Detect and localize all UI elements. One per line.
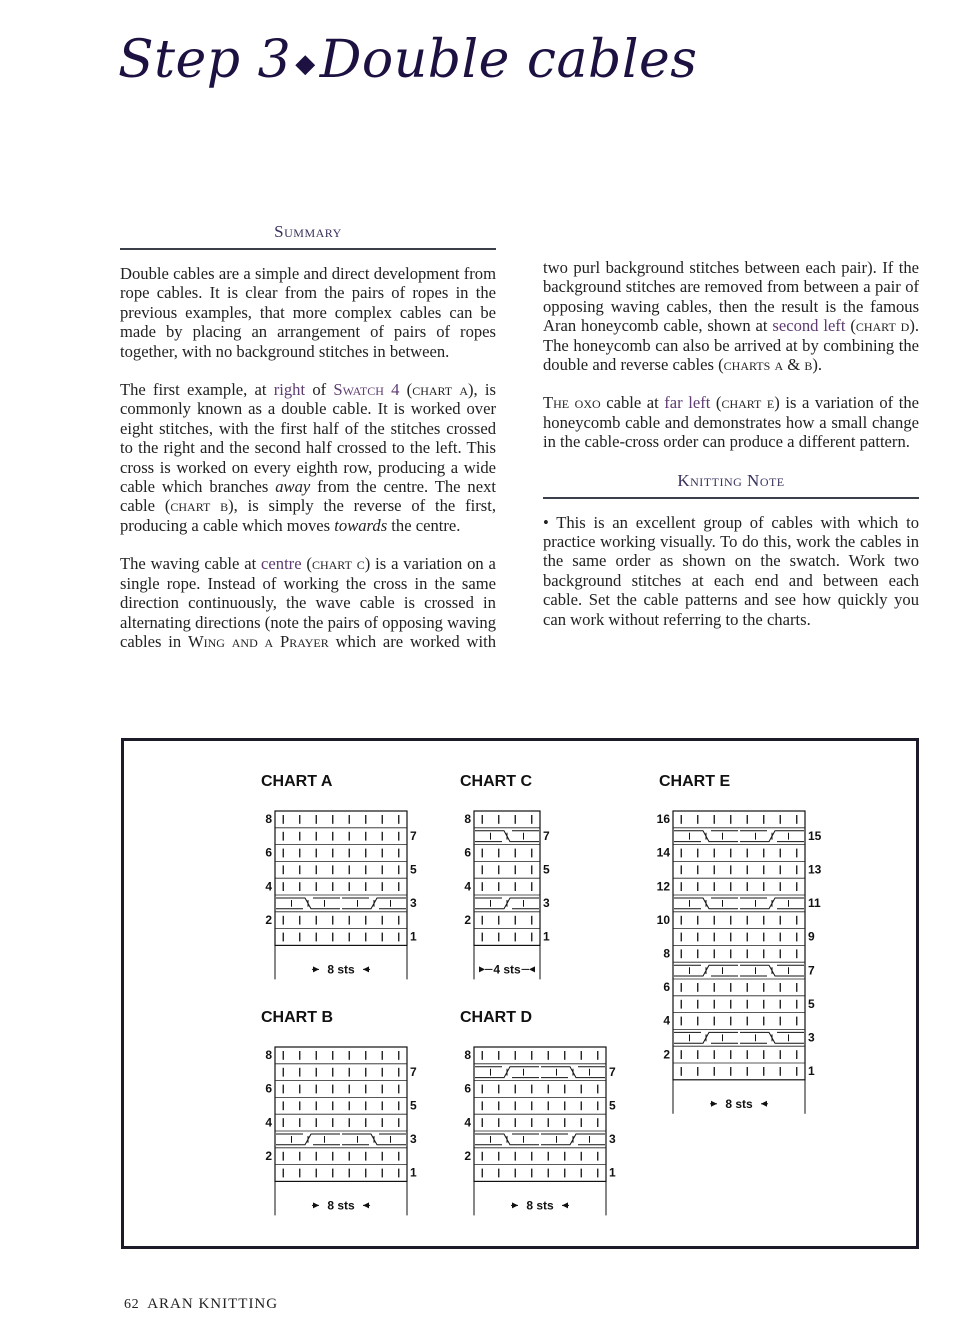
row-number-right: 1 [410, 1165, 417, 1180]
text-run: opposing [543, 296, 604, 316]
chart-e-grid [656, 803, 829, 1133]
row-number-left: 8 [663, 946, 670, 961]
text-run [273, 632, 280, 651]
text-run: in [168, 631, 182, 651]
text-run: second [772, 316, 819, 336]
text-run: c [356, 554, 365, 574]
text-run: (note [264, 612, 299, 632]
text-run: rope. [166, 573, 201, 593]
text-run: in [483, 593, 496, 613]
text-run: famous [870, 296, 920, 316]
text-run [160, 574, 167, 593]
text-run: the [345, 573, 367, 593]
knitting-note-text: • This is an excellent group of cables with which to practice working visually. To do this, work the cables in the same order as shown on the swatch. Work two background stitches at each end and between each cable. Set the cable patterns and see how quickly you can work without referring to the charts. [543, 512, 919, 629]
text-run: background [605, 258, 684, 277]
text-run: chart [855, 316, 896, 336]
text-run [460, 632, 467, 651]
text-run: opposing [382, 612, 443, 632]
text-run: away [275, 477, 311, 497]
text-run: of [305, 380, 334, 400]
text-run [255, 574, 262, 593]
text-run: each [805, 258, 836, 277]
text-run: ), is commonly known as a double cable. It is worked over eight stitches, with the first half of the stitches crossed to the right and the second half crossed to the left. This cross is worked on every eighth row, producing a wide cable which branches [120, 380, 496, 497]
text-run: a [863, 277, 871, 297]
text-run [415, 593, 424, 612]
page-title [118, 30, 697, 90]
row-number-left: 4 [464, 879, 471, 894]
text-run: If [882, 258, 894, 277]
row-number-left: 2 [265, 912, 272, 927]
text-run: with [466, 631, 497, 651]
text-run [403, 632, 410, 651]
text-run: chart b [170, 496, 229, 516]
summary-heading: Summary [120, 222, 496, 250]
chart-b-grid [261, 1039, 431, 1234]
text-run [306, 593, 315, 612]
text-run: b [804, 355, 813, 375]
text-run: a [488, 554, 496, 574]
text-run: ). [909, 316, 920, 336]
text-run: ), is simply the reverse of the first, producing a cable which moves [120, 496, 496, 535]
row-number-left: 2 [265, 1148, 272, 1163]
chart-c [460, 773, 570, 998]
text-run [339, 574, 346, 593]
text-run [351, 593, 360, 612]
text-run: on [467, 554, 484, 574]
left-column [120, 222, 496, 670]
summary-paragraph-continued [543, 258, 919, 374]
text-run: a [391, 554, 399, 574]
text-run: crossed [424, 593, 474, 613]
text-run: is [403, 593, 415, 613]
text-run: and [592, 355, 617, 375]
row-number-right: 13 [808, 862, 822, 877]
text-run: The [120, 554, 146, 574]
row-number-right: 3 [543, 896, 550, 911]
text-run: removed [704, 277, 763, 297]
arrow-right-icon [711, 1101, 717, 1107]
text-run [277, 593, 286, 612]
text-run: by [802, 335, 819, 355]
text-run: The first example, at [120, 380, 274, 400]
text-run: Double cables are a simple and direct development from rope cables. It is clear from the pairs of ropes in the previous examples, that more complex cables can be made by placing an arrangement of pairs of ropes together, with no background stitches in between. [120, 264, 496, 361]
text-run: working [283, 573, 339, 593]
text-run: background [543, 277, 622, 297]
text-run: waving [447, 612, 497, 632]
text-run: charts [723, 355, 771, 375]
text-run: combining [823, 335, 895, 355]
text-run: ( [306, 554, 312, 574]
text-run: the [286, 593, 307, 613]
text-run: of [905, 277, 920, 297]
text-run: the [843, 296, 864, 316]
text-run [179, 593, 188, 612]
text-run: left [823, 316, 846, 336]
row-number-left: 14 [656, 845, 670, 860]
text-run: a [264, 631, 274, 651]
row-number-left: 6 [265, 845, 272, 860]
row-number-left: 12 [656, 879, 670, 894]
chart-d [460, 1009, 630, 1234]
title-step: Step 3 [118, 30, 292, 90]
chart-a [261, 773, 431, 998]
row-number-right: 7 [609, 1064, 616, 1079]
text-run: ( [710, 393, 722, 413]
text-run: ( [850, 316, 856, 336]
row-number-right: 3 [410, 896, 417, 911]
text-run: the [303, 612, 324, 632]
text-run: chart [311, 554, 352, 574]
text-run: variation [403, 554, 463, 574]
row-number-left: 6 [464, 1081, 471, 1096]
text-run [427, 574, 434, 593]
stitch-count-label: 8 sts [725, 1096, 753, 1111]
text-run: The [543, 335, 569, 355]
row-number-right: 3 [808, 1030, 815, 1045]
summary-paragraph [120, 380, 496, 535]
text-run [395, 593, 404, 612]
text-run: d [900, 316, 910, 336]
row-number-left: 10 [656, 912, 670, 927]
arrow-left-icon [761, 1101, 767, 1107]
right-column [543, 258, 919, 648]
text-run: and [231, 631, 258, 651]
row-number-right: 5 [410, 862, 417, 877]
text-run: result [781, 296, 819, 316]
text-run [258, 632, 265, 651]
text-run: right [273, 380, 306, 400]
text-run: the [754, 296, 775, 316]
text-run: centre [261, 554, 302, 574]
arrow-left-icon [562, 1202, 568, 1208]
text-run: Aran [543, 316, 577, 336]
text-run: arrived [734, 335, 782, 355]
text-run: & [787, 355, 801, 375]
text-run: from the centre. The next cable ( [120, 477, 496, 516]
text-run: purl [573, 258, 601, 277]
chart-title: CHART C [460, 773, 532, 790]
stitch-count-label: 4 sts [493, 962, 521, 977]
row-number-right: 1 [609, 1165, 616, 1180]
text-run: in [414, 573, 428, 593]
arrow-left-icon [529, 966, 535, 972]
text-run: shown [707, 316, 751, 336]
text-run: honeycomb [573, 335, 651, 355]
row-number-right: 3 [410, 1132, 417, 1147]
text-run: is [825, 296, 837, 316]
text-run: two [543, 258, 568, 277]
arrow-right-icon [479, 966, 485, 972]
text-run: cable, [663, 316, 703, 336]
text-run: is [375, 554, 387, 574]
text-run: same [461, 573, 497, 593]
text-run: the [434, 573, 455, 593]
title-name: Double cables [319, 30, 698, 90]
text-run: cross [373, 573, 408, 593]
text-run: the [898, 258, 920, 277]
row-number-left: 4 [663, 1013, 670, 1028]
row-number-right: 7 [410, 1064, 417, 1079]
text-run: chart e [721, 393, 775, 413]
text-run: a [774, 355, 784, 375]
text-run: chart a [412, 380, 469, 400]
text-run: the [898, 335, 920, 355]
row-number-left: 2 [663, 1047, 670, 1062]
text-run: wave [315, 593, 351, 613]
row-number-left: 6 [663, 980, 670, 995]
text-run: ( [399, 380, 413, 400]
text-run: single [120, 573, 160, 593]
row-number-left: 4 [265, 879, 272, 894]
text-run: ) [364, 554, 371, 574]
text-run: The oxo [543, 393, 601, 413]
text-run: from [766, 277, 800, 297]
row-number-right: 5 [410, 1098, 417, 1113]
text-run: far left [664, 393, 711, 413]
chart-c-grid [460, 803, 570, 998]
text-run: at [244, 554, 257, 574]
row-number-right: 7 [543, 828, 550, 843]
text-run: at [755, 316, 768, 336]
arrow-right-icon [313, 966, 319, 972]
text-run: be [714, 335, 730, 355]
row-number-left: 8 [464, 1048, 471, 1063]
text-run: are [679, 277, 701, 297]
row-number-right: 15 [808, 828, 822, 843]
text-run: cable at [600, 393, 665, 413]
text-run: waving [150, 554, 200, 574]
text-run: can [655, 335, 679, 355]
row-number-right: 5 [543, 862, 550, 877]
text-run: Wing [187, 631, 225, 651]
text-run: which [335, 631, 377, 651]
text-run: double [543, 355, 589, 375]
arrow-left-icon [363, 1202, 369, 1208]
page-number: 62 [124, 1297, 140, 1312]
text-run [225, 632, 232, 651]
text-run: also [682, 335, 710, 355]
chart-d-grid [460, 1039, 630, 1234]
text-run [181, 632, 188, 651]
text-run: between [744, 258, 800, 277]
text-run [455, 574, 462, 593]
stitch-count-label: 8 sts [526, 1198, 554, 1213]
row-number-left: 8 [265, 812, 272, 827]
text-run: continuously, [188, 593, 277, 613]
chart-e [656, 773, 829, 1133]
row-number-right: 3 [609, 1132, 616, 1147]
text-run [712, 297, 719, 316]
row-number-left: 6 [464, 845, 471, 860]
text-run: ( [718, 355, 724, 375]
text-run: then [718, 296, 748, 316]
text-run: of [364, 612, 378, 632]
row-number-right: 5 [609, 1098, 616, 1113]
row-number-left: 16 [656, 812, 670, 827]
text-run: of [262, 573, 277, 593]
text-run: ) is a variation of the honeycomb cable and demonstrates how a small change in the cable-cross order can produce a different pattern. [543, 393, 919, 452]
text-run: honeycomb [581, 316, 659, 336]
text-run: waving [610, 296, 660, 316]
row-number-left: 2 [464, 1148, 471, 1163]
text-run: are [382, 631, 404, 651]
text-run: cables, [666, 296, 713, 316]
charts-panel [121, 738, 919, 1249]
text-run: pairs [327, 612, 360, 632]
page-footer [124, 1296, 278, 1313]
text-run [200, 574, 207, 593]
text-run [376, 632, 383, 651]
row-number-right: 11 [808, 896, 821, 911]
text-run: worked [409, 631, 460, 651]
row-number-right: 1 [543, 929, 550, 944]
row-number-right: 7 [410, 828, 417, 843]
row-number-left: 4 [265, 1115, 272, 1130]
row-number-right: 1 [808, 1064, 815, 1079]
text-run: at [785, 335, 798, 355]
row-number-left: 4 [464, 1115, 471, 1130]
summary-paragraph-split [120, 554, 496, 651]
summary-paragraph [543, 393, 919, 451]
summary-paragraph [120, 264, 496, 361]
row-number-left: 2 [464, 912, 471, 927]
text-run: pair [875, 277, 901, 297]
text-run [329, 632, 336, 651]
row-number-left: 6 [265, 1081, 272, 1096]
stitch-count-label: 8 sts [327, 1198, 355, 1213]
text-run: cable [204, 554, 240, 574]
chart-title: CHART B [261, 1009, 333, 1026]
text-run: ). [812, 355, 823, 375]
chart-title: CHART E [659, 773, 731, 790]
text-run: Prayer [279, 631, 329, 651]
text-run: reverse [620, 355, 669, 375]
text-run: Swatch 4 [333, 380, 400, 400]
chart-title: CHART D [460, 1009, 532, 1026]
arrow-left-icon [363, 966, 369, 972]
chart-a-grid [261, 803, 431, 998]
knitting-note-heading: Knitting Note [543, 471, 919, 499]
text-run [604, 297, 611, 316]
text-run: direction [120, 593, 179, 613]
book-title: ARAN KNITTING [147, 1296, 279, 1312]
row-number-right: 9 [808, 929, 815, 944]
text-run: pair). [841, 258, 877, 277]
row-number-right: 7 [808, 963, 815, 978]
text-run: cable [359, 593, 395, 613]
text-run: stitches [625, 277, 676, 297]
text-run: Instead [207, 573, 256, 593]
row-number-right: 1 [410, 929, 417, 944]
row-number-left: 8 [265, 1048, 272, 1063]
text-run: between [803, 277, 859, 297]
text-run [474, 593, 483, 612]
arrow-right-icon [512, 1202, 518, 1208]
text-run: alternating [120, 612, 191, 632]
text-run: cables [120, 631, 162, 651]
text-run [407, 574, 414, 593]
text-run: cables [672, 355, 714, 375]
chart-b [261, 1009, 431, 1234]
text-run: the centre. [387, 515, 461, 535]
row-number-left: 8 [464, 812, 471, 827]
text-run: directions [195, 612, 261, 632]
diamond-separator-icon: ◆ [295, 48, 316, 79]
stitch-count-label: 8 sts [327, 962, 355, 977]
arrow-right-icon [313, 1202, 319, 1208]
text-run: towards [334, 515, 388, 535]
text-run: stitches [689, 258, 740, 277]
row-number-right: 5 [808, 996, 815, 1011]
chart-title: CHART A [261, 773, 333, 790]
